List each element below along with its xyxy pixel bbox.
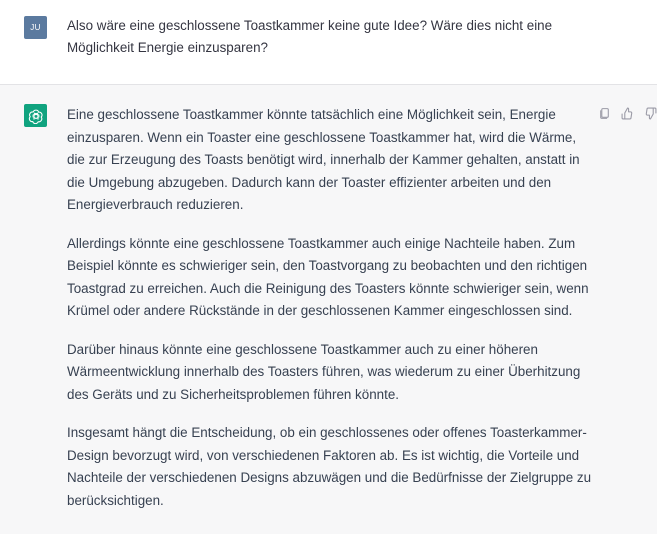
user-message-line: Möglichkeit Energie einzusparen? [67, 39, 268, 55]
assistant-avatar [24, 104, 47, 127]
message-actions [597, 106, 657, 120]
user-message-row [0, 0, 657, 85]
openai-logo-icon [28, 108, 44, 124]
answer-paragraph: Eine geschlossene Toastkammer könnte tatsächlich eine Möglichkeit sein, Energie einzusparen. Wenn ein Toaster eine geschlossene Toastkammer hat, wird die Wärme, die zur Erzeugung des Toasts benötigt wird, innerhalb der Kammer gehalten, anstatt in die Umgebung abzugeben. Dadurch kann der Toaster effizienter arbeiten und den Energieverbrauch reduzieren. [67, 107, 580, 213]
assistant-message-row [0, 86, 657, 534]
user-message-line: Also wäre eine geschlossene Toastkammer keine gute Idee? Wäre dies nicht eine [67, 18, 553, 33]
user-message-text [67, 15, 627, 58]
assistant-message-text [67, 104, 595, 528]
copy-button[interactable] [597, 106, 611, 120]
user-avatar [24, 16, 47, 39]
answer-paragraph: Allerdings könnte eine geschlossene Toastkammer auch einige Nachteile haben. Zum Beispiel könnte es schwieriger sein, den Toastvorgang zu beobachten und den richtigen Toastgrad zu erreichen. Auch die Reinigung des Toasters könnte schwieriger sein, wenn Krümel oder andere Rückstände in der geschlossenen Kammer eingeschlossen sind. [67, 235, 589, 319]
thumbs-up-button[interactable] [620, 106, 634, 120]
answer-paragraph: Darüber hinaus könnte eine geschlossene Toastkammer auch zu einer höheren Wärmeentwicklung innerhalb des Toasters führen, was wiederum zu einer Überhitzung des Geräts und zu Sicherheitsproblemen führen könnte. [67, 341, 581, 402]
thumbs-down-icon [644, 107, 657, 120]
thumbs-up-icon [621, 107, 634, 120]
copy-icon [598, 107, 611, 120]
thumbs-down-button[interactable] [643, 106, 657, 120]
user-avatar-initials: JU [30, 23, 41, 32]
answer-paragraph: Insgesamt hängt die Entscheidung, ob ein geschlossenes oder offenes Toasterkammer-Design bevorzugt wird, von verschiedenen Faktoren ab. Es ist wichtig, die Vorteile und Nachteile der verschiedenen Designs abzuwägen und die Bedürfnisse der Zielgruppe zu berücksichtigen. [67, 424, 592, 508]
